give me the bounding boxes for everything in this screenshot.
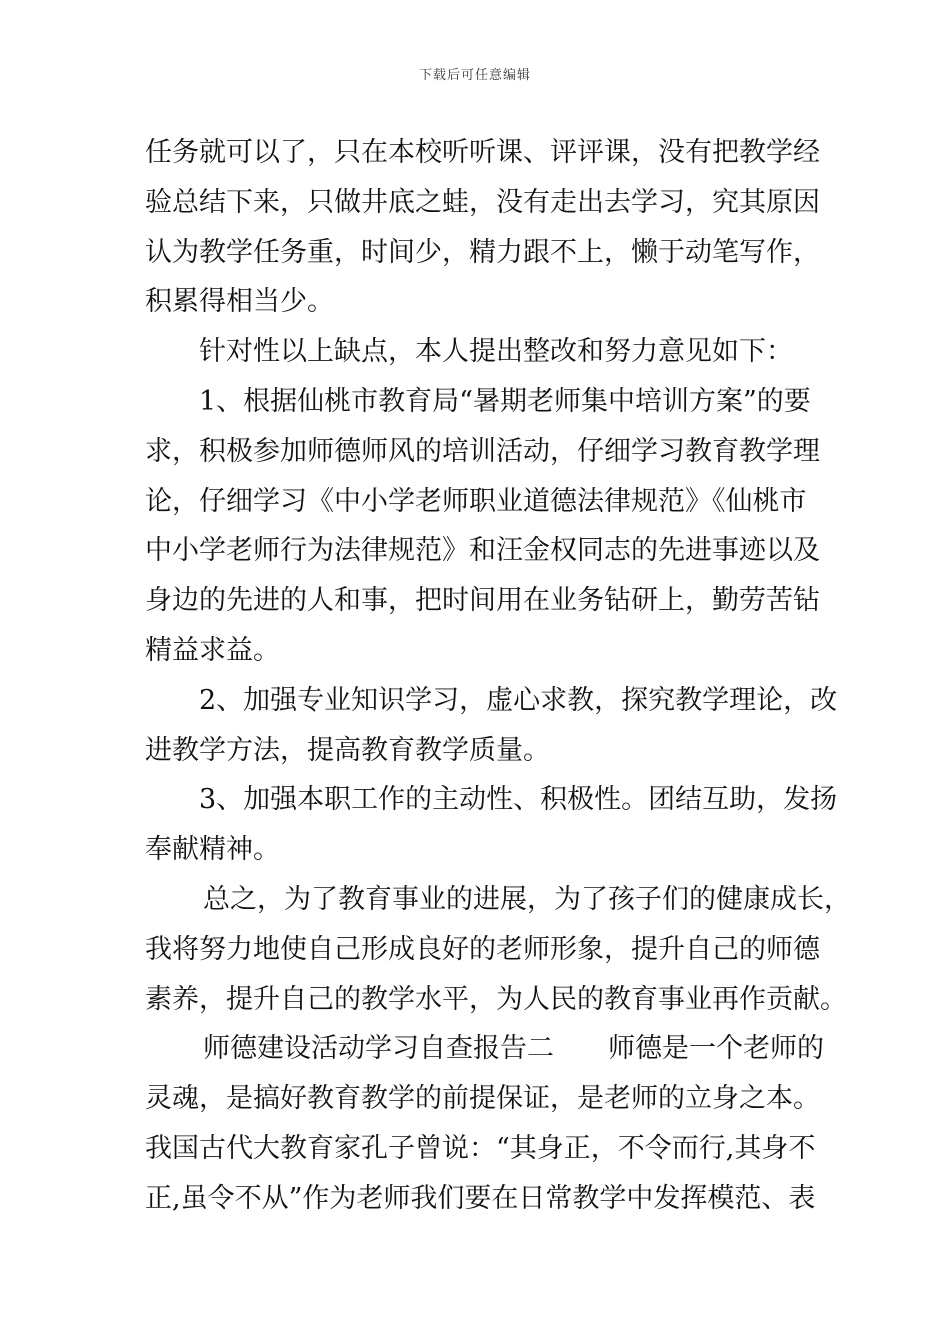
text-line: 素养，提升自己的教学水平，为人民的教育事业再作贡献。 xyxy=(145,983,847,1015)
text-line: 灵魂，是搞好教育教学的前提保证，是老师的立身之本。 xyxy=(145,1083,820,1115)
page-header: 下载后可任意编辑 xyxy=(418,68,531,83)
text-line: 积累得相当少。 xyxy=(145,286,334,318)
text-line: 精益求益。 xyxy=(145,634,280,666)
text-line: 总之，为了教育事业的进展，为了孩子们的健康成长， xyxy=(203,883,851,915)
text-line: 中小学老师行为法律规范》和汪金权同志的先进事迹以及 xyxy=(145,535,820,567)
text-line: 正,虽令不从”作为老师我们要在日常教学中发挥模范、表 xyxy=(145,1182,816,1214)
document-body xyxy=(145,128,851,1224)
text-line: 奉献精神。 xyxy=(145,834,280,866)
text-line: 进教学方法，提高教育教学质量。 xyxy=(145,734,550,766)
text-line: 我国古代大教育家孔子曾说：“其身正，不令而行,其身不 xyxy=(145,1132,816,1164)
text-line: 3、加强本职工作的主动性、积极性。团结互助，发扬 xyxy=(199,784,838,816)
text-line: 针对性以上缺点，本人提出整改和努力意见如下： xyxy=(199,336,793,368)
text-line: 任务就可以了，只在本校听听课、评评课，没有把教学经 xyxy=(145,137,820,168)
text-line: 师德建设活动学习自查报告二 师德是一个老师的 xyxy=(203,1033,824,1065)
text-line: 1、根据仙桃市教育局“暑期老师集中培训方案”的要 xyxy=(199,385,811,417)
text-line: 求，积极参加师德师风的培训活动，仔细学习教育教学理 xyxy=(145,435,820,467)
text-line: 我将努力地使自己形成良好的老师形象，提升自己的师德 xyxy=(145,933,820,965)
text-line: 验总结下来，只做井底之蛙，没有走出去学习，究其原因 xyxy=(145,186,820,218)
text-line: 认为教学任务重，时间少，精力跟不上，懒于动笔写作， xyxy=(145,236,820,268)
text-line: 论，仔细学习《中小学老师职业道德法律规范》《仙桃市 xyxy=(145,485,807,517)
text-line: 身边的先进的人和事，把时间用在业务钻研上，勤劳苦钻 xyxy=(145,585,820,617)
text-line: 2、加强专业知识学习，虚心求教，探究教学理论，改 xyxy=(199,684,838,716)
